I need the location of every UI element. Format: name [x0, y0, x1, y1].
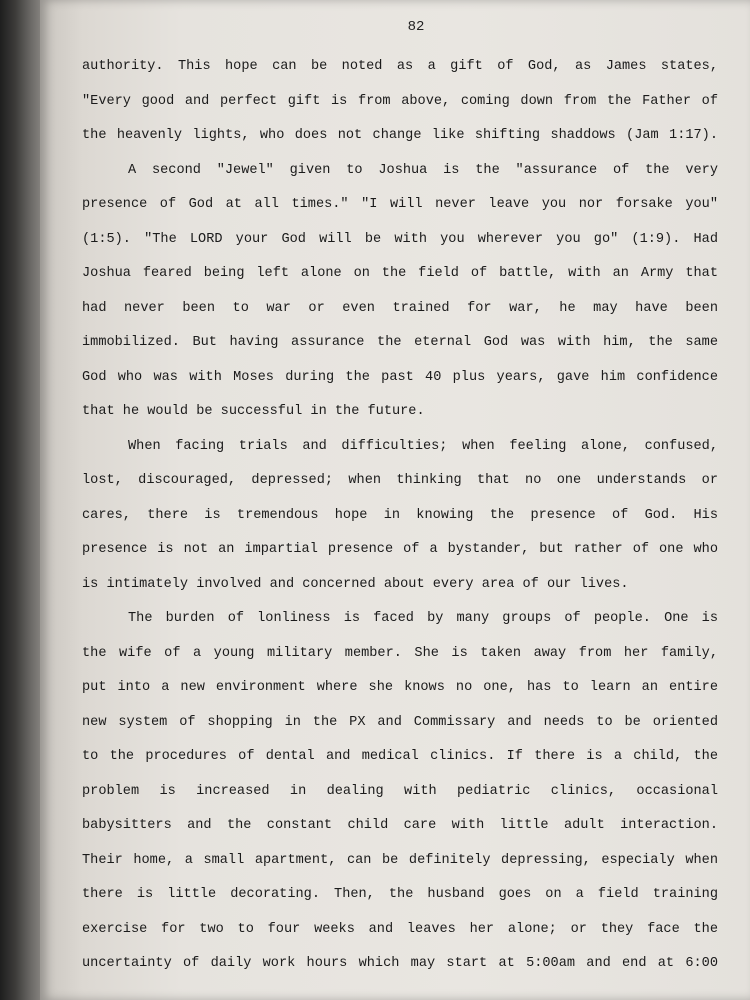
text-line: (1:5). "The LORD your God will be with you wherever you go" (1:9). Had [82, 231, 718, 247]
text-line: lost, discouraged, depressed; when thinking that no one understands or [82, 473, 718, 488]
text-line: presence of God at all times." "I will never leave you nor forsake you" [82, 197, 718, 212]
text-line: A second "Jewel" given to Joshua is the "assurance of the very [128, 162, 718, 178]
text-line: presence is not an impartial presence of a bystander, but rather of one who [82, 542, 718, 557]
text-line: problem is increased in dealing with pediatric clinics, occasional [82, 783, 718, 799]
text-line: new system of shopping in the PX and Commissary and needs to be oriented [82, 714, 718, 730]
text-line: "Every good and perfect gift is from above, coming down from the Father of [82, 93, 718, 109]
text-line: put into a new environment where she knows no one, has to learn an entire [82, 680, 718, 695]
page-number: 82 [407, 19, 425, 35]
text-line: that he would be successful in the future. [82, 404, 425, 419]
body-text [82, 50, 718, 982]
text-line: the heavenly lights, who does not change like shifting shaddows (Jam 1:17). [82, 128, 718, 143]
text-line: exercise for two to four weeks and leaves her alone; or they face the [82, 921, 718, 937]
text-line: authority. This hope can be noted as a gift of God, as James states, [82, 59, 718, 74]
text-line: Joshua feared being left alone on the field of battle, with an Army that [82, 266, 718, 281]
text-line: cares, there is tremendous hope in knowing the presence of God. His [82, 507, 718, 523]
text-line: had never been to war or even trained for war, he may have been [82, 300, 718, 316]
text-line: to the procedures of dental and medical clinics. If there is a child, the [82, 749, 718, 764]
text-line: is intimately involved and concerned about every area of our lives. [82, 576, 629, 592]
text-line: there is little decorating. Then, the husband goes on a field training [82, 887, 718, 902]
text-line: uncertainty of daily work hours which may start at 5:00am and end at 6:00 [82, 956, 718, 971]
text-line: The burden of lonliness is faced by many groups of people. One is [128, 611, 718, 626]
text-line: immobilized. But having assurance the eternal God was with him, the same [82, 335, 718, 350]
document-page [40, 0, 750, 1000]
text-line: God who was with Moses during the past 40 plus years, gave him confidence [82, 369, 718, 385]
book-spine-shadow [0, 0, 44, 1000]
text-line: When facing trials and difficulties; when feeling alone, confused, [128, 438, 718, 454]
text-line: babysitters and the constant child care with little adult interaction. [82, 818, 718, 833]
text-line: the wife of a young military member. She is taken away from her family, [82, 645, 718, 661]
text-line: Their home, a small apartment, can be definitely depressing, especialy when [82, 852, 718, 868]
